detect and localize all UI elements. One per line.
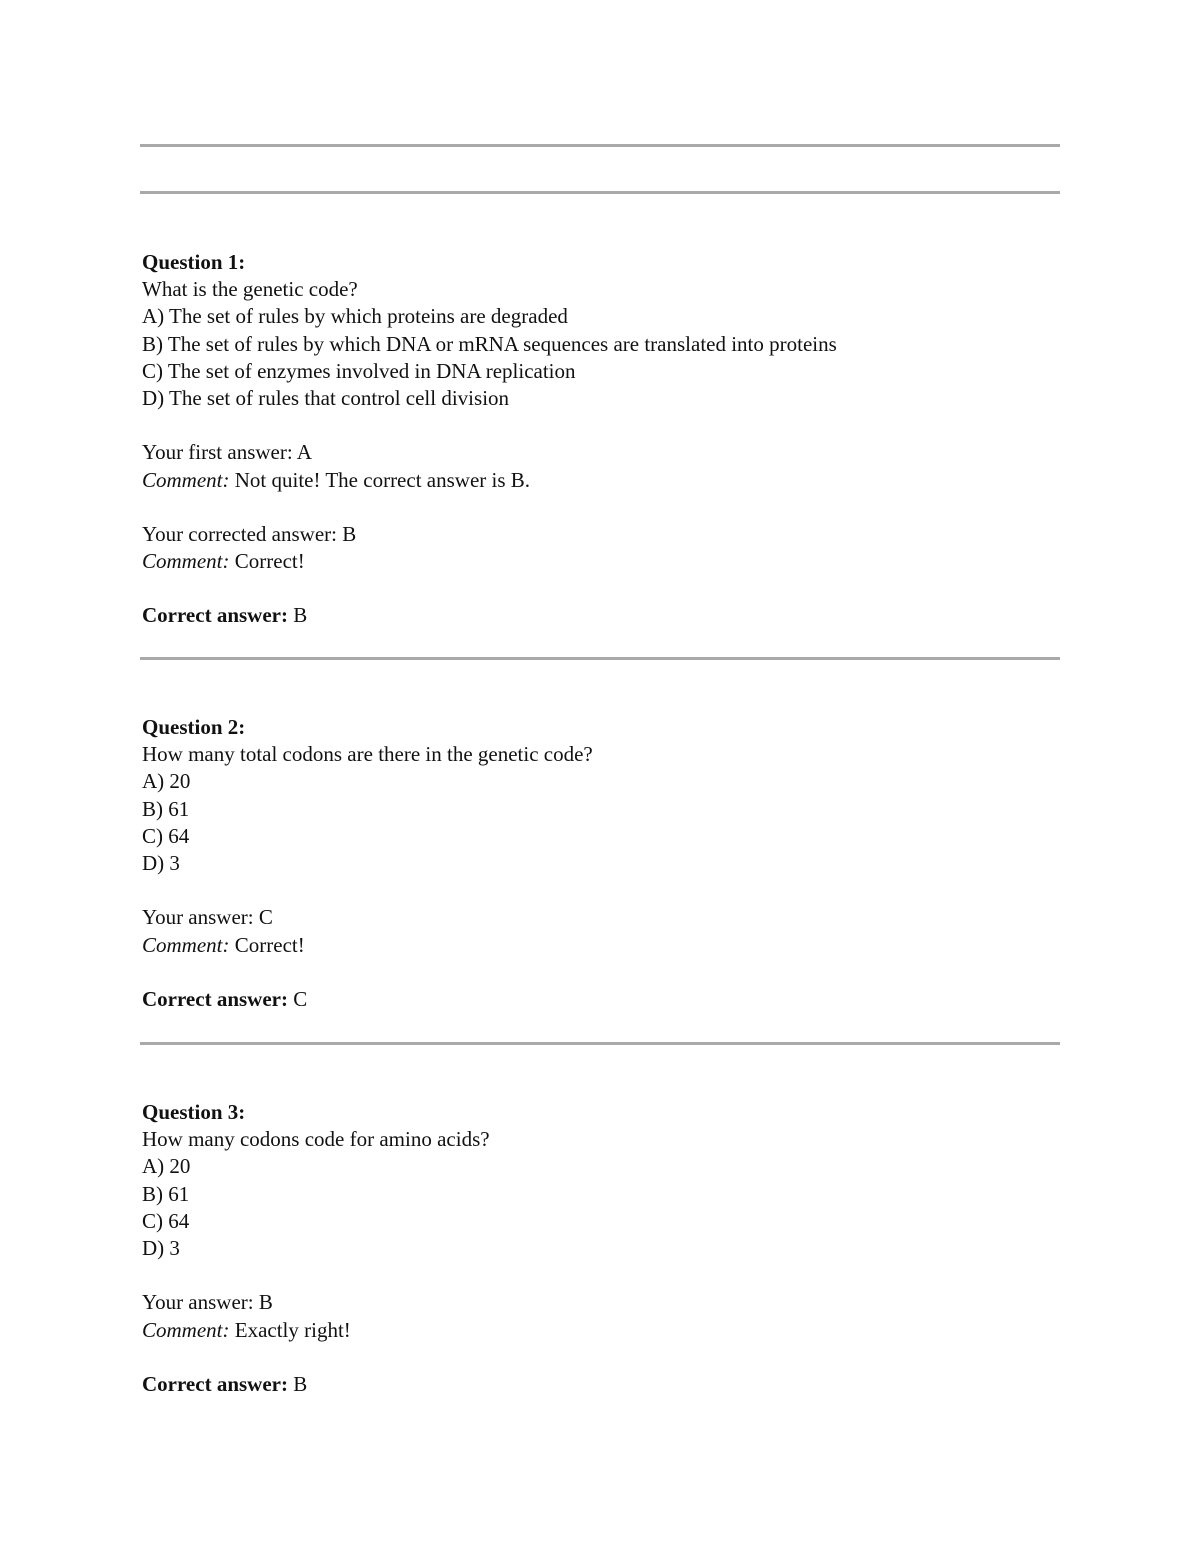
correct-answer (142, 1371, 1042, 1398)
question-prompt: How many codons code for amino acids? (142, 1127, 490, 1152)
horizontal-rule (140, 144, 1060, 147)
corrected-comment (142, 548, 1042, 575)
comment-text: Correct! (229, 549, 305, 574)
option-d: D) The set of rules that control cell division (142, 385, 510, 410)
horizontal-rule (140, 657, 1060, 660)
question-heading: Question 3: (142, 1100, 246, 1124)
option-c: C) 64 (142, 1208, 190, 1233)
spacer (142, 494, 1042, 521)
option-d: D) 3 (142, 1235, 180, 1260)
your-answer: Your answer: B (142, 1290, 273, 1315)
option-a: A) 20 (142, 769, 191, 794)
option-c: C) 64 (142, 823, 190, 848)
spacer (142, 1344, 1042, 1371)
option-b: B) 61 (142, 796, 190, 821)
comment-label: Comment: (142, 467, 230, 492)
question-block-3 (142, 1099, 1042, 1398)
spacer (142, 959, 1042, 986)
spacer (142, 412, 1042, 439)
question-heading: Question 1: (142, 250, 246, 274)
comment-text: Exactly right! (229, 1317, 351, 1342)
comment-text: Correct! (229, 932, 305, 957)
correct-answer-label: Correct answer: (142, 986, 288, 1011)
correct-answer-value: C (287, 986, 308, 1011)
spacer (142, 575, 1042, 602)
comment-label: Comment: (142, 549, 230, 574)
option-a: A) The set of rules by which proteins are degraded (142, 304, 568, 329)
option-a: A) 20 (142, 1154, 191, 1179)
comment-text: Not quite! The correct answer is B. (229, 467, 531, 492)
correct-answer (142, 986, 1042, 1013)
spacer (142, 1262, 1042, 1289)
question-prompt: How many total codons are there in the genetic code? (142, 742, 593, 767)
correct-answer-value: B (287, 1371, 308, 1396)
your-answer: Your answer: C (142, 905, 273, 930)
spacer (142, 877, 1042, 904)
comment-label: Comment: (142, 932, 230, 957)
option-b: B) 61 (142, 1181, 190, 1206)
first-answer: Your first answer: A (142, 440, 312, 465)
correct-answer-value: B (287, 603, 308, 628)
question-heading: Question 2: (142, 715, 246, 739)
correct-answer (142, 602, 1042, 629)
horizontal-rule (140, 191, 1060, 194)
question-block-1 (142, 249, 1042, 630)
horizontal-rule (140, 1042, 1060, 1045)
option-b: B) The set of rules by which DNA or mRNA sequences are translated into proteins (142, 331, 837, 356)
option-d: D) 3 (142, 850, 180, 875)
first-comment (142, 467, 1042, 494)
correct-answer-label: Correct answer: (142, 1371, 288, 1396)
question-prompt: What is the genetic code? (142, 277, 358, 302)
answer-comment (142, 1317, 1042, 1344)
corrected-answer: Your corrected answer: B (142, 521, 357, 546)
question-block-2 (142, 714, 1042, 1013)
option-c: C) The set of enzymes involved in DNA replication (142, 358, 576, 383)
correct-answer-label: Correct answer: (142, 603, 288, 628)
comment-label: Comment: (142, 1317, 230, 1342)
answer-comment (142, 932, 1042, 959)
